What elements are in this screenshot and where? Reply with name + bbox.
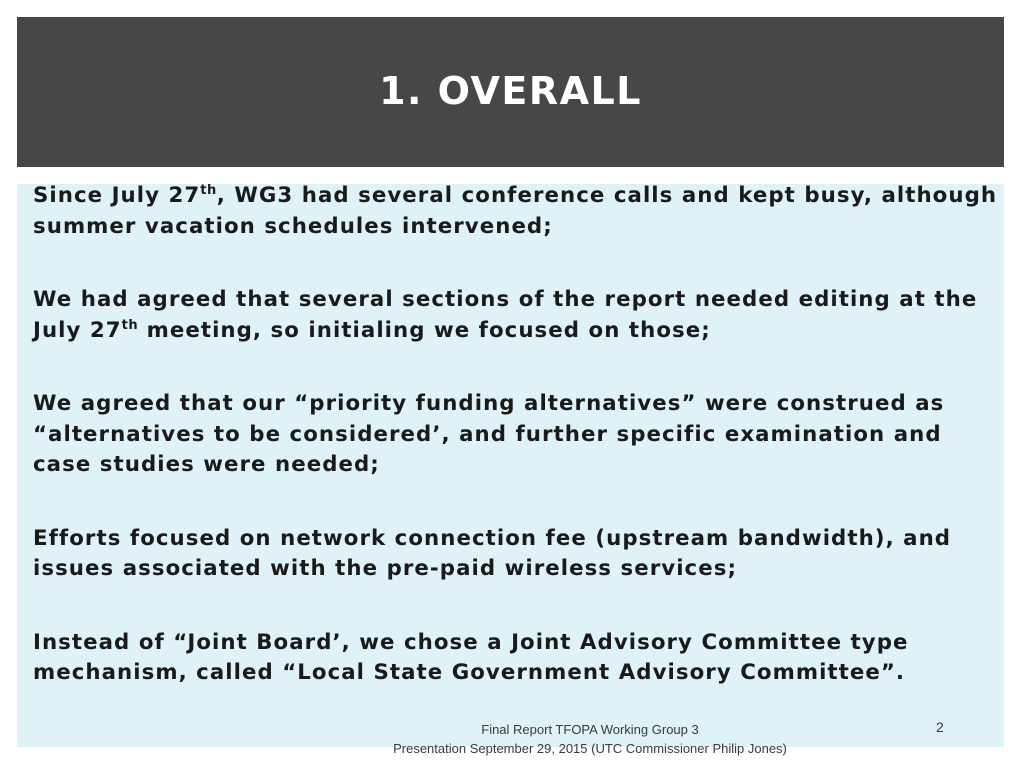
bullet-item-5: [33, 628, 1003, 689]
bullet-1-text: Since July 27: [33, 183, 201, 208]
bullet-2-text-rest: meeting, so initialing we focused on those;: [138, 317, 711, 343]
bullet-1-superscript: th: [200, 183, 217, 198]
slide-title: 1. OVERALL: [379, 69, 642, 113]
footer-line-1: Final Report TFOPA Working Group 3: [481, 722, 699, 737]
bullet-item-4: [33, 524, 1003, 585]
footer-line-2: Presentation September 29, 2015 (UTC Commissioner Philip Jones): [393, 741, 787, 756]
bullet-item-3: [33, 389, 1003, 481]
bullet-item-2: [33, 285, 1003, 346]
bullet-2-text: We had agreed that several sections of the report needed editing at the July 27: [33, 287, 978, 343]
title-bar: [17, 17, 1004, 167]
bullet-item-1: [33, 181, 1003, 242]
bullet-list: [33, 181, 1003, 732]
slide-number: 2: [936, 719, 944, 735]
bullet-3-text: We agreed that our “priority funding alternatives” were construed as “alternatives to be considered’, and further specific examination and case studies were needed;: [33, 391, 945, 477]
bullet-2-superscript: th: [121, 317, 139, 333]
bullet-5-text: Instead of “Joint Board’, we chose a Joint Advisory Committee type mechanism, called “Local State Government Advisory Committee”.: [33, 629, 909, 685]
bullet-1-text-rest: , WG3 had several conference calls and kept busy, although summer vacation schedules intervened;: [33, 183, 998, 239]
bullet-4-text: Efforts focused on network connection fee (upstream bandwidth), and issues associated with the pre-paid wireless services;: [33, 525, 952, 581]
slide-footer: [340, 720, 840, 758]
